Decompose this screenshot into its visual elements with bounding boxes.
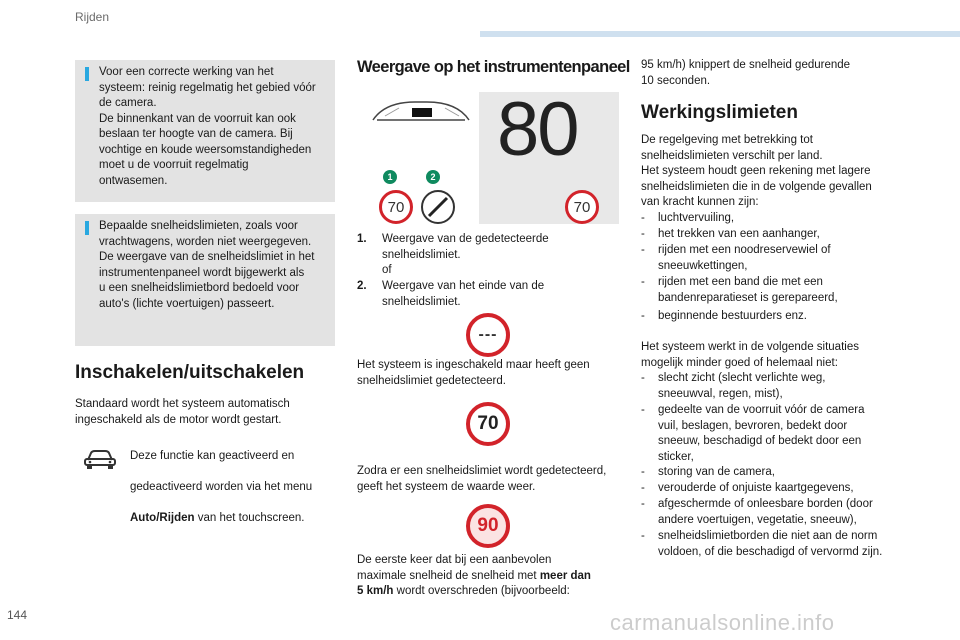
car-menu-text: Deze functie kan geactiveerd en gedeactiveerd worden via het menu Auto/Rijden van het touchscreen. (130, 449, 313, 524)
list-item: - afgeschermde of onleesbare borden (door andere voertuigen, vegetatie, sneeuw), (641, 498, 873, 526)
cluster-icon (365, 98, 475, 124)
legend-item-1: 1. Weergave van de gedetecteerde snelheidslimiet. of (357, 233, 549, 276)
paragraph-no-limit: Het systeem is ingeschakeld maar heeft geen snelheidslimiet gedetecteerd. (357, 359, 590, 387)
list-item: - snelheidslimietborden die niet aan de norm voldoen, of die beschadigd of vervormd zijn. (641, 530, 883, 558)
end-limit-sign (421, 190, 455, 224)
speed-readout: 80 (497, 87, 578, 172)
instrument-panel-illustration (357, 87, 619, 224)
limit-sign-left: 70 (379, 190, 413, 224)
marker-1: 1 (383, 170, 397, 184)
list-item: - luchtvervuiling, (641, 212, 735, 224)
info-note-limits (75, 214, 335, 346)
paragraph-regulation: De regelgeving met betrekking tot snelheidslimieten verschilt per land. Het systeem houdt geen rekening met lagere snelheidslimieten die in de volgende gevallen van kracht kunnen zijn: (641, 134, 872, 208)
legend-item-2: 2. Weergave van het einde van de snelheidslimiet. (357, 280, 545, 308)
watermark: carmanualsonline.info (610, 610, 835, 635)
limit-90-sign-flashing: 90 (466, 504, 510, 548)
paragraph-situations: Het systeem werkt in de volgende situaties mogelijk minder goed of helemaal niet: (641, 341, 859, 369)
list-item: - verouderde of onjuiste kaartgegevens, (641, 482, 854, 494)
info-marker (85, 67, 89, 81)
page-header (0, 0, 960, 40)
list-item: - gedeelte van de voorruit vóór de camera vuil, beslagen, bevroren, bedekt door sneeuw, beschadigd of bedekt door een sticker, (641, 404, 865, 463)
limit-70-sign: 70 (466, 402, 510, 446)
heading-weergave: Weergave op het instrumentenpaneel (357, 58, 630, 76)
paragraph-detected: Zodra er een snelheidslimiet wordt gedetecteerd, geeft het systeem de waarde weer. (357, 465, 607, 493)
list-item: - beginnende bestuurders enz. (641, 310, 807, 322)
car-icon (82, 446, 118, 470)
list-item: - storing van de camera, (641, 466, 775, 478)
list-item: - rijden met een band die met een bandenreparatieset is gerepareerd, (641, 276, 838, 304)
paragraph-exceed: De eerste keer dat bij een aanbevolen maximale snelheid de snelheid met meer dan 5 km/h wordt overschreden (bijvoorbeeld: (357, 554, 591, 597)
limit-sign-right: 70 (565, 190, 599, 224)
page-number: 144 (7, 608, 28, 622)
heading-werkingslimieten: Werkingslimieten (641, 102, 798, 123)
note-text: Bepaalde snelheidslimieten, zoals voor vrachtwagens, worden niet weergegeven. De weergave van de snelheidslimiet in het instrumentenpaneel wordt bijgewerkt als u een snelheidslimietbord bedoeld voor auto's (lichte voertuigen) passeert. (99, 220, 315, 310)
no-limit-sign: --- (466, 313, 510, 357)
list-item: - slecht zicht (slecht verlichte weg, sneeuwval, regen, mist), (641, 372, 826, 400)
note-text: Voor een correcte werking van het systeem: reinig regelmatig het gebied vóór de camera. De binnenkant van de voorruit kan ook beslaan ter hoogte van de camera. Bij vochtige en koude weersomstandigheden moet u de voorruit regelmatig ontwasemen. (99, 66, 316, 187)
info-marker (85, 221, 89, 235)
section-title: Rijden (75, 10, 110, 24)
paragraph-default: Standaard wordt het systeem automatisch ingeschakeld als de motor wordt gestart. (75, 398, 290, 426)
info-note-camera (75, 60, 335, 202)
header-bar (480, 31, 960, 37)
paragraph-flash: 95 km/h) knippert de snelheid gedurende 10 seconden. (641, 59, 851, 87)
marker-2: 2 (426, 170, 440, 184)
list-item: - rijden met een noodreservewiel of sneeuwkettingen, (641, 244, 831, 272)
heading-inschakelen: Inschakelen/uitschakelen (75, 362, 305, 383)
list-item: - het trekken van een aanhanger, (641, 228, 820, 240)
